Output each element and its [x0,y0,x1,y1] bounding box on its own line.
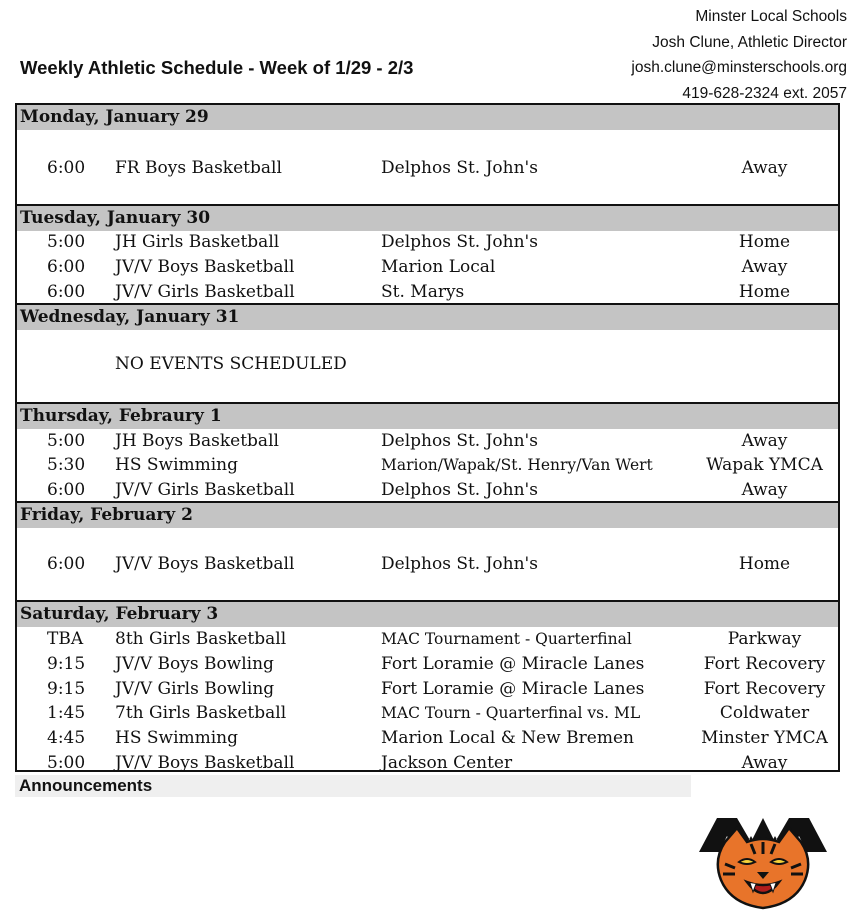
table-row [17,751,838,775]
event-opponent: Marion/Wapak/St. Henry/Van Wert [381,456,653,474]
event-time: 6:00 [47,257,86,277]
table-row [17,230,838,254]
event-name: JH Girls Basketball [115,232,280,252]
page-title: Weekly Athletic Schedule - Week of 1/29 - 2/3 [20,57,414,78]
event-time: 9:15 [47,679,86,699]
event-time: 6:00 [47,282,86,302]
event-location: Parkway [727,629,802,649]
event-time: 5:30 [47,455,86,475]
event-name: FR Boys Basketball [115,158,282,178]
day-header-wednesday: Wednesday, January 31 [17,303,838,330]
event-opponent: Delphos St. John's [381,158,538,178]
contact-email[interactable]: josh.clune@minsterschools.org [631,59,847,76]
logo-left-eye [739,859,755,864]
event-location: Away [741,431,788,451]
event-opponent: Jackson Center [381,753,513,773]
event-location: Away [741,753,788,773]
table-row [17,726,838,750]
event-opponent: Marion Local [381,257,496,277]
event-location: Away [741,257,788,277]
schedule-table [15,103,840,772]
event-time: 5:00 [47,232,86,252]
school-name: Minster Local Schools [695,8,847,25]
event-time: TBA [47,629,84,649]
event-name: JV/V Girls Basketball [115,282,295,302]
table-row [17,255,838,279]
event-location: Minster YMCA [701,728,828,748]
event-name: HS Swimming [115,455,239,475]
event-name: JV/V Boys Basketball [115,753,295,773]
table-row [17,280,838,304]
event-name: JV/V Girls Basketball [115,480,295,500]
event-name: JH Boys Basketball [115,431,279,451]
table-row [17,652,838,676]
event-name: JV/V Boys Basketball [115,554,295,574]
event-location: Coldwater [719,703,810,723]
event-location: Home [738,232,791,252]
event-location: Away [741,480,788,500]
event-time: 6:00 [47,554,86,574]
event-opponent: Fort Loramie @ Miracle Lanes [381,654,645,674]
day-header-tuesday: Tuesday, January 30 [17,204,838,231]
logo-right-eye [771,859,787,864]
day-header-friday: Friday, February 2 [17,501,838,528]
event-location: Home [738,282,791,302]
event-name: 7th Girls Basketball [115,703,287,723]
event-opponent: MAC Tourn - Quarterfinal vs. ML [381,704,641,722]
day-header-saturday: Saturday, February 3 [17,600,838,627]
event-time: 5:00 [47,431,86,451]
event-opponent: Delphos St. John's [381,431,538,451]
table-row [17,627,838,651]
event-opponent: MAC Tournament - Quarterfinal [381,630,632,648]
table-row [17,453,838,477]
table-row [17,701,838,725]
contact-block [631,4,847,106]
day-header-thursday: Thursday, Febraury 1 [17,402,838,429]
event-location: Away [741,158,788,178]
event-opponent: Delphos St. John's [381,480,538,500]
table-row [17,429,838,453]
event-opponent: Delphos St. John's [381,232,538,252]
table-row [17,552,838,576]
table-row [17,478,838,502]
announcements-header: Announcements [15,775,691,797]
event-location: Fort Recovery [703,679,826,699]
event-time: 4:45 [47,728,86,748]
event-name: JV/V Boys Basketball [115,257,295,277]
contact-phone: 419-628-2324 ext. 2057 [682,84,847,102]
wildcat-mascot-logo-icon [695,812,831,912]
event-name: JV/V Boys Bowling [115,654,274,674]
event-location: Fort Recovery [703,654,826,674]
event-name: 8th Girls Basketball [115,629,287,649]
event-name: HS Swimming [115,728,239,748]
table-row [17,677,838,701]
event-opponent: Delphos St. John's [381,554,538,574]
event-opponent: Marion Local & New Bremen [381,728,634,748]
no-events-note: NO EVENTS SCHEDULED [115,354,347,374]
event-name: JV/V Girls Bowling [115,679,275,699]
event-time: 5:00 [47,753,86,773]
day-header-monday: Monday, January 29 [17,105,838,130]
event-time: 9:15 [47,654,86,674]
event-opponent: St. Marys [381,282,465,302]
event-opponent: Fort Loramie @ Miracle Lanes [381,679,645,699]
event-time: 1:45 [47,703,86,723]
event-time: 6:00 [47,158,86,178]
event-location: Wapak YMCA [706,455,823,475]
table-row [17,156,838,180]
director-name: Josh Clune, Athletic Director [652,33,847,51]
event-time: 6:00 [47,480,86,500]
event-location: Home [738,554,791,574]
